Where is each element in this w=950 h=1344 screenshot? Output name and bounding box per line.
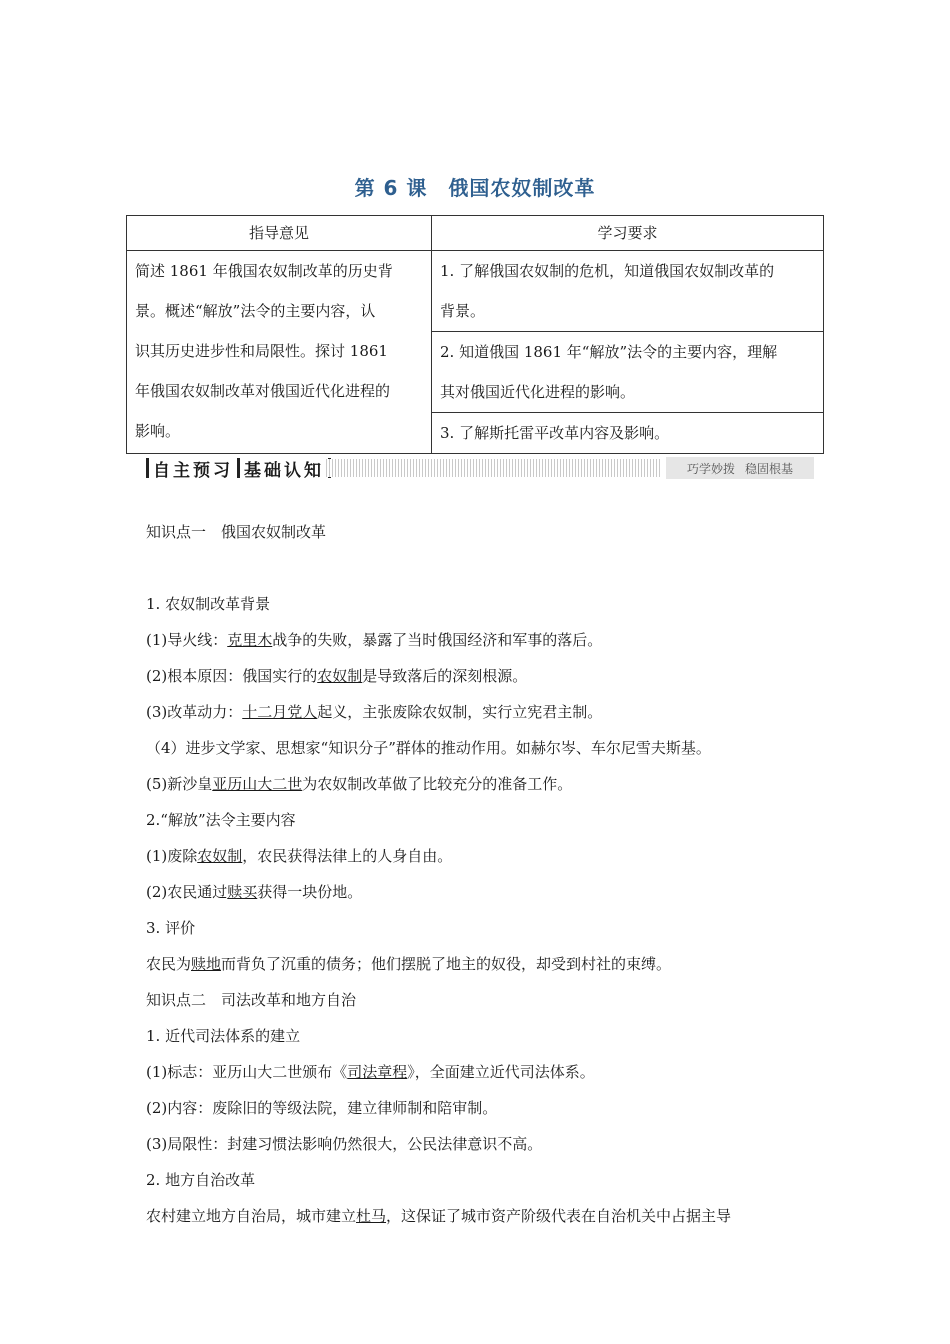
paragraph: (1)标志：亚历山大二世颁布《司法章程》，全面建立近代司法体系。 [146, 1063, 595, 1081]
guidance-cell [127, 251, 432, 454]
requirement-text: 其对俄国近代化进程的影响。 [440, 383, 636, 401]
guidance-table [126, 215, 824, 454]
subsection-title: 3. 评价 [146, 919, 196, 937]
paragraph: (5)新沙皇亚历山大二世为农奴制改革做了比较充分的准备工作。 [146, 775, 573, 793]
subsection-title: 2.“解放”法令主要内容 [146, 811, 296, 829]
paragraph: 农村建立地方自治局，城市建立杜马，这保证了城市资产阶级代表在自治机关中占据主导 [146, 1207, 732, 1225]
underlined-term: 亚历山大二世 [212, 775, 303, 793]
underlined-term: 克里木 [227, 631, 273, 649]
requirement-text: 3. 了解斯托雷平改革内容及影响。 [440, 424, 670, 442]
banner-tagline [666, 457, 814, 479]
guidance-line: 景。概述“解放”法令的主要内容，认 [135, 302, 376, 320]
guidance-line: 影响。 [135, 422, 181, 440]
underlined-term: 杜马 [356, 1207, 387, 1225]
paragraph: 农民为赎地而背负了沉重的债务；他们摆脱了地主的奴役，却受到村社的束缚。 [146, 955, 672, 973]
requirement-text: 背景。 [440, 302, 486, 320]
paragraph: (1)导火线：克里木战争的失败，暴露了当时俄国经济和军事的落后。 [146, 631, 603, 649]
requirement-text: 1. 了解俄国农奴制的危机，知道俄国农奴制改革的 [440, 262, 775, 280]
guidance-line: 识其历史进步性和局限性。探讨 1861 [135, 342, 388, 360]
paragraph: (3)局限性：封建习惯法影响仍然很大，公民法律意识不高。 [146, 1135, 543, 1153]
underlined-term: 赎地 [191, 955, 222, 973]
banner-stripes [326, 459, 662, 477]
banner-title-b: 基础认知 [244, 460, 324, 481]
banner-tag-b: 稳固根基 [745, 461, 794, 476]
banner-title [142, 455, 335, 481]
banner-title-a: 自主预习 [153, 460, 233, 481]
lesson-title: 第 6 课 俄国农奴制改革 [354, 176, 596, 200]
paragraph: (3)改革动力：十二月党人起义，主张废除农奴制，实行立宪君主制。 [146, 703, 603, 721]
table-header-requirements: 学习要求 [432, 216, 824, 251]
underlined-term: 十二月党人 [242, 703, 318, 721]
banner-bar [237, 458, 240, 478]
guidance-line: 简述 1861 年俄国农奴制改革的历史背 [135, 262, 393, 280]
section-banner [142, 455, 814, 481]
knowledge-heading-2: 知识点二 司法改革和地方自治 [146, 991, 357, 1009]
requirement-3 [432, 413, 824, 454]
banner-bar [146, 458, 149, 478]
table-header-guidance: 指导意见 [127, 216, 432, 251]
paragraph: (2)内容：废除旧的等级法院，建立律师制和陪审制。 [146, 1099, 498, 1117]
requirement-1 [432, 251, 824, 332]
requirement-2 [432, 332, 824, 413]
paragraph: (2)农民通过赎买获得一块份地。 [146, 883, 363, 901]
underlined-term: 司法章程 [347, 1063, 408, 1081]
paragraph: （4）进步文学家、思想家“知识分子”群体的推动作用。如赫尔岑、车尔尼雪夫斯基。 [146, 739, 711, 757]
underlined-term: 赎买 [227, 883, 258, 901]
knowledge-heading-1: 知识点一 俄国农奴制改革 [146, 523, 327, 541]
subsection-title: 1. 近代司法体系的建立 [146, 1027, 301, 1045]
guidance-line: 年俄国农奴制改革对俄国近代化进程的 [135, 382, 391, 400]
banner-tag-a: 巧学妙拨 [686, 461, 735, 476]
requirement-text: 2. 知道俄国 1861 年“解放”法令的主要内容，理解 [440, 343, 778, 361]
underlined-term: 农奴制 [197, 847, 243, 865]
subsection-title: 2. 地方自治改革 [146, 1171, 256, 1189]
subsection-title: 1. 农奴制改革背景 [146, 595, 271, 613]
paragraph: (2)根本原因：俄国实行的农奴制是导致落后的深刻根源。 [146, 667, 528, 685]
main-content [146, 514, 816, 1234]
paragraph: (1)废除农奴制，农民获得法律上的人身自由。 [146, 847, 453, 865]
underlined-term: 农奴制 [317, 667, 363, 685]
